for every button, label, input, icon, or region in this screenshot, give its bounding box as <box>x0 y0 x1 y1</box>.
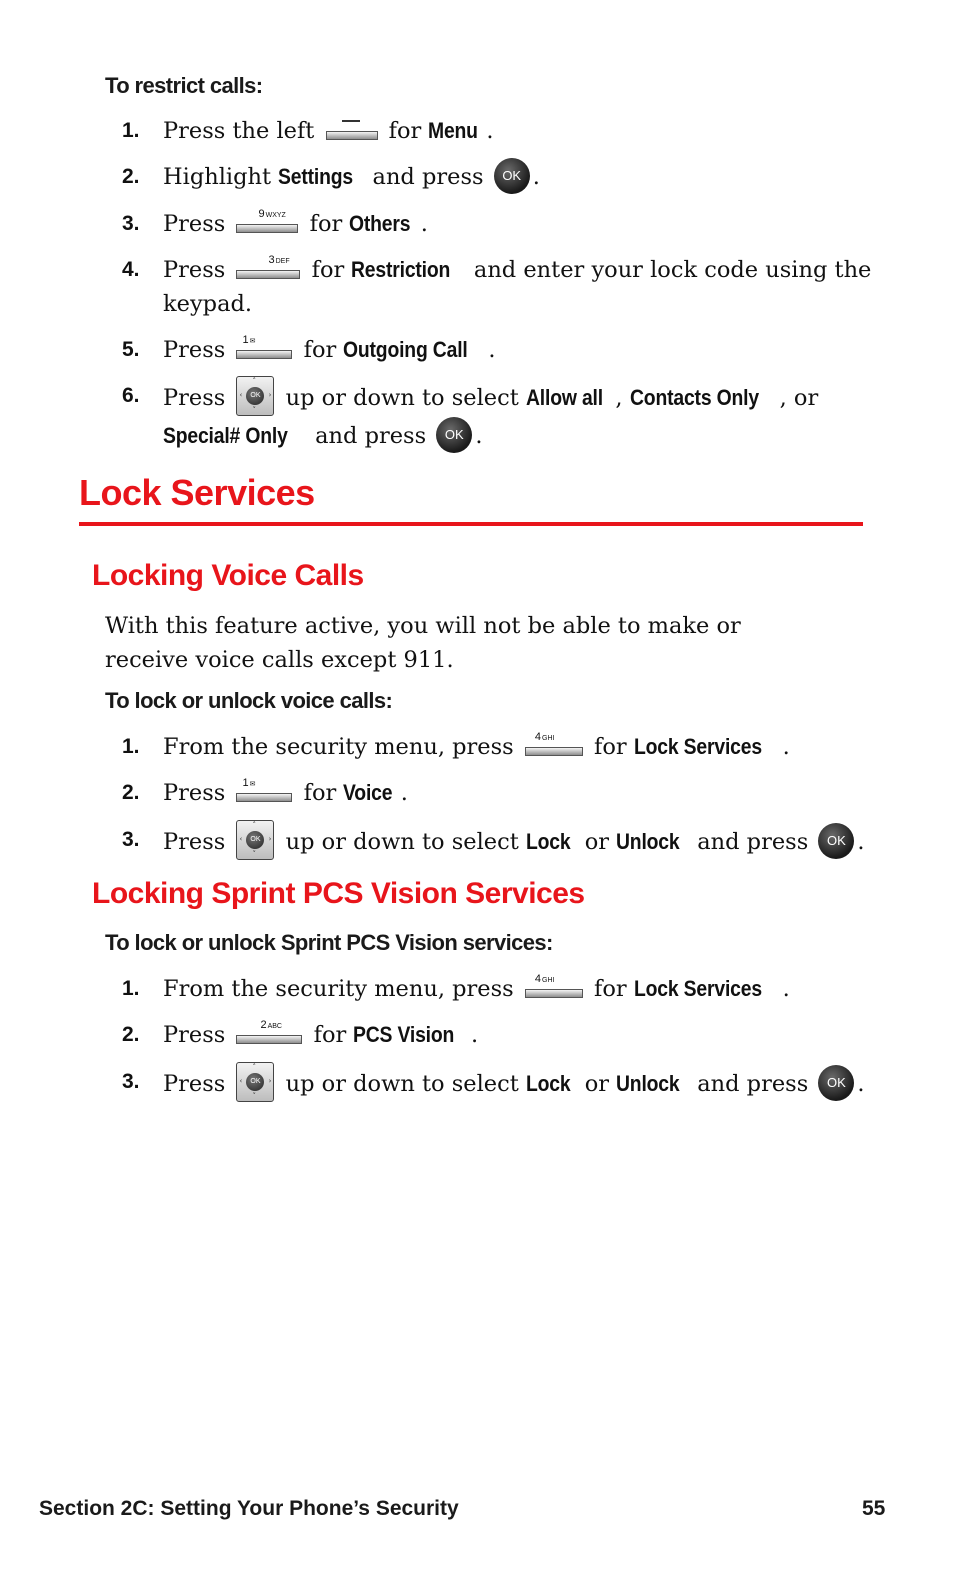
key-digit: 3 <box>268 254 275 266</box>
key-1-icon <box>236 334 292 359</box>
punct: . <box>857 1071 865 1097</box>
step-text: for <box>303 780 337 806</box>
navigation-key-icon <box>236 820 274 860</box>
list-item <box>122 333 872 367</box>
keyword-others: Others <box>349 211 411 236</box>
ok-button-icon: OK <box>818 823 854 859</box>
step-text: for <box>309 211 343 237</box>
step-text: , or <box>779 385 819 411</box>
step-text: Press <box>163 780 226 806</box>
list-item <box>122 379 872 455</box>
step-text: and press <box>697 829 809 855</box>
step-text: Highlight <box>163 164 272 190</box>
nav-center-ok: OK <box>246 387 264 405</box>
key-digit: 9 <box>258 208 265 220</box>
nav-center-ok: OK <box>246 831 264 849</box>
step-text: and enter your lock code using the keypad. <box>163 257 872 317</box>
keyword-lock: Lock <box>525 829 571 854</box>
nav-down-arrow: ˅ <box>252 850 256 858</box>
ok-button-icon: OK <box>436 417 472 453</box>
keyword-outgoing-call: Outgoing Call <box>343 337 469 362</box>
punct: . <box>486 118 494 144</box>
step-text: From the security menu, press <box>163 734 514 760</box>
nav-up-arrow: ˄ <box>252 1063 256 1071</box>
step-text: Press <box>163 211 226 237</box>
keyword-contacts-only: Contacts Only <box>629 385 759 410</box>
key-digit: 4 <box>534 973 541 985</box>
key-1-icon <box>236 777 292 802</box>
keyword-voice: Voice <box>343 780 393 805</box>
step-number: 4. <box>122 258 140 281</box>
keyword-lock-services: Lock Services <box>633 976 762 1001</box>
menu-softkey-icon <box>326 118 378 140</box>
nav-up-arrow: ˄ <box>252 377 256 385</box>
key-2-icon <box>236 1019 302 1044</box>
section-title: Lock Services <box>79 472 315 513</box>
keyword-lock: Lock <box>525 1071 571 1096</box>
punct: . <box>471 1022 479 1048</box>
list-item <box>122 207 872 241</box>
nav-up-arrow: ˄ <box>252 821 256 829</box>
step-text: Press <box>163 257 226 283</box>
step-text: up or down to select <box>285 1071 519 1097</box>
step-number: 2. <box>122 781 140 804</box>
key-letters: DEF <box>275 258 290 265</box>
nav-right-arrow: › <box>268 391 272 399</box>
keyword-pcs-vision: PCS Vision <box>353 1022 455 1047</box>
step-text: and press <box>372 164 484 190</box>
procedure-heading-vision: To lock or unlock Sprint PCS Vision services: <box>105 930 553 955</box>
punct: . <box>782 734 790 760</box>
step-text: for <box>594 976 627 1002</box>
step-number: 3. <box>122 828 140 851</box>
list-item <box>122 972 872 1006</box>
key-3-icon <box>236 254 300 279</box>
step-text: Press <box>163 337 226 363</box>
subsection-title-voice: Locking Voice Calls <box>92 559 364 592</box>
punct: . <box>532 164 540 190</box>
ok-button-icon: OK <box>494 158 530 194</box>
nav-down-arrow: ˅ <box>252 406 256 414</box>
key-letters: GHI <box>542 977 555 984</box>
punct: . <box>488 337 496 363</box>
key-letters: GHI <box>542 735 555 742</box>
step-text: and press <box>697 1071 809 1097</box>
nav-right-arrow: › <box>268 835 272 843</box>
nav-left-arrow: ‹ <box>239 835 243 843</box>
keyword-restriction: Restriction <box>351 257 451 282</box>
key-letters: WXYZ <box>265 212 286 219</box>
navigation-key-icon <box>236 1062 274 1102</box>
step-number: 1. <box>122 977 140 1000</box>
keyword-unlock: Unlock <box>616 829 680 854</box>
list-item <box>122 730 872 764</box>
step-text: for <box>311 257 345 283</box>
key-9-icon <box>236 208 298 233</box>
step-number: 5. <box>122 338 140 361</box>
punct: . <box>400 780 408 806</box>
step-text: Press <box>163 1022 226 1048</box>
key-digit: 1 <box>242 334 249 346</box>
procedure-heading-restrict: To restrict calls: <box>105 73 263 98</box>
key-letters: ✉ <box>249 781 256 788</box>
keyword-lock-services: Lock Services <box>633 734 762 759</box>
step-text: for <box>594 734 627 760</box>
key-letters: ✉ <box>249 338 256 345</box>
punct: , <box>615 385 623 411</box>
step-text: up or down to select <box>285 385 519 411</box>
key-4-icon <box>525 973 583 998</box>
punct: . <box>475 423 483 449</box>
list-item <box>122 1018 872 1052</box>
step-text: Press the left <box>163 118 315 144</box>
key-letters: ABC <box>267 1023 282 1030</box>
step-text: Press <box>163 829 226 855</box>
nav-right-arrow: › <box>268 1077 272 1085</box>
list-item <box>122 1065 872 1105</box>
page-number: 55 <box>862 1497 886 1520</box>
nav-center-ok: OK <box>246 1073 264 1091</box>
subsection-title-vision: Locking Sprint PCS Vision Services <box>92 877 585 910</box>
step-text: or <box>584 1071 610 1097</box>
step-number: 6. <box>122 384 140 407</box>
navigation-key-icon <box>236 376 274 416</box>
step-text: for <box>313 1022 347 1048</box>
list-item <box>122 776 872 810</box>
keyword-menu: Menu <box>428 118 479 143</box>
list-item <box>122 823 872 863</box>
keyword-allow-all: Allow all <box>525 385 603 410</box>
section-rule <box>79 522 863 526</box>
step-text: Press <box>163 385 226 411</box>
key-4-icon <box>525 731 583 756</box>
step-number: 3. <box>122 1070 140 1093</box>
step-number: 1. <box>122 735 140 758</box>
key-digit: 4 <box>534 731 541 743</box>
key-digit: 1 <box>242 777 249 789</box>
step-number: 1. <box>122 119 140 142</box>
step-text: or <box>584 829 610 855</box>
keyword-settings: Settings <box>278 164 354 189</box>
step-number: 3. <box>122 212 140 235</box>
nav-left-arrow: ‹ <box>239 391 243 399</box>
step-number: 2. <box>122 1023 140 1046</box>
punct: . <box>782 976 790 1002</box>
step-text: Press <box>163 1071 226 1097</box>
list-item <box>122 253 872 321</box>
nav-left-arrow: ‹ <box>239 1077 243 1085</box>
list-item <box>122 114 872 148</box>
keyword-special-only: Special# Only <box>163 423 288 448</box>
key-digit: 2 <box>260 1019 267 1031</box>
punct: . <box>857 829 865 855</box>
step-text: for <box>388 118 422 144</box>
keyword-unlock: Unlock <box>616 1071 680 1096</box>
step-text: for <box>303 337 337 363</box>
intro-paragraph: With this feature active, you will not be able to make or receive voice calls except 911. <box>105 613 741 673</box>
step-text: up or down to select <box>285 829 519 855</box>
nav-down-arrow: ˅ <box>252 1092 256 1100</box>
list-item <box>122 160 872 196</box>
footer-section-label: Section 2C: Setting Your Phone’s Security <box>39 1497 459 1520</box>
step-number: 2. <box>122 165 140 188</box>
procedure-heading-voice: To lock or unlock voice calls: <box>105 688 393 713</box>
punct: . <box>420 211 428 237</box>
step-text: From the security menu, press <box>163 976 514 1002</box>
step-text: and press <box>315 423 427 449</box>
ok-button-icon: OK <box>818 1065 854 1101</box>
